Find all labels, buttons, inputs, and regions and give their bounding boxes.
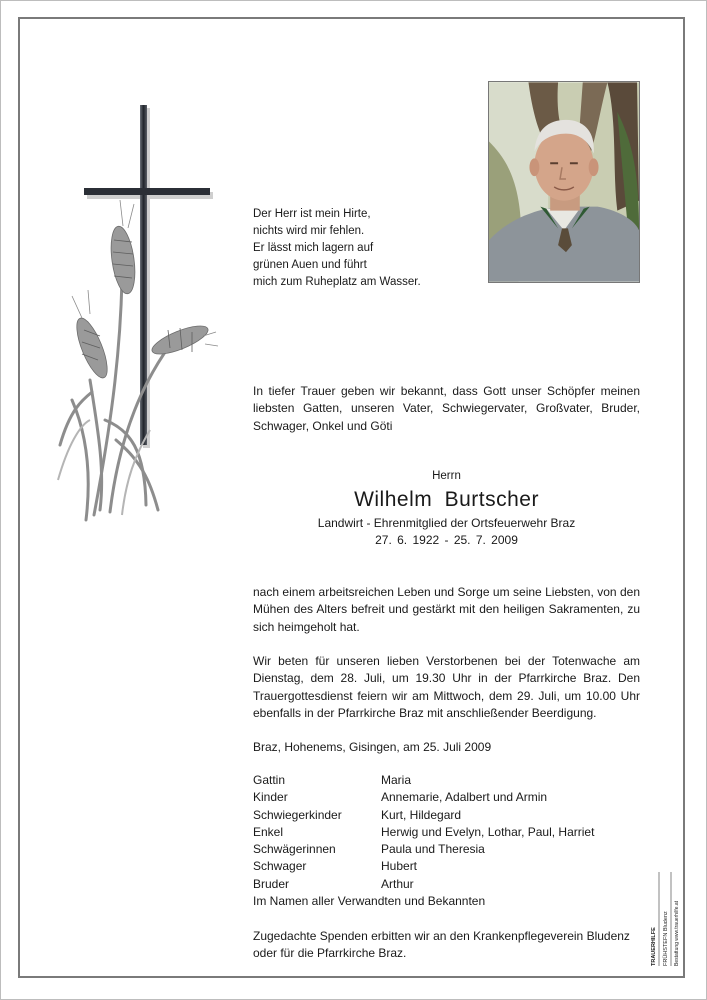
relative-label: Schwägerinnen — [253, 842, 336, 857]
portrait-photo — [488, 81, 640, 283]
relative-row — [253, 772, 643, 789]
cross-wheat-icon — [50, 100, 220, 530]
relatives-list — [253, 772, 643, 910]
salutation: Herrn — [432, 470, 461, 482]
announcement-text: In tiefer Trauer geben wir bekannt, dass Gott unser Schöpfer meinen liebsten Gatten, unseren Vater, Schwiegervater, Großvater, Bruder, Schwager, Onkel und Göti — [253, 384, 640, 433]
relative-row — [253, 789, 643, 806]
funeral-home-logo — [647, 870, 681, 970]
relative-label: Bruder — [253, 876, 290, 891]
service-text: Wir beten für unseren lieben Verstorbenen bei der Totenwache am Dienstag, dem 28. Juli, um 19.30 Uhr in der Pfarrkirche Braz. Den Trauergottesdienst feiern wir am Mittwoch, dem 29. Juli, um 10.00 Uhr ebenfalls in der Pfarrkirche Braz mit anschließender Beerdigung. — [253, 654, 640, 720]
relative-names: Hubert — [381, 859, 418, 874]
life-dates: 27. 6. 1922 - 25. 7. 2009 — [375, 533, 518, 547]
relative-label: Schwager — [253, 859, 307, 874]
psalm-quote — [253, 206, 473, 291]
psalm-line: Der Herr ist mein Hirte, — [253, 208, 371, 220]
relative-row — [253, 858, 643, 875]
relative-names: Paula und Theresia — [381, 842, 485, 857]
relative-names: Kurt, Hildegard — [381, 807, 462, 822]
place-date: Braz, Hohenems, Gisingen, am 25. Juli 2009 — [253, 740, 492, 754]
relative-label: Gattin — [253, 773, 286, 787]
life-text: nach einem arbeitsreichen Leben und Sorge um seine Liebsten, von den Mühen des Alters befreit und gestärkt mit den heiligen Sakramenten, zu sich heimgeholt hat. — [253, 585, 640, 634]
deceased-role: Landwirt - Ehrenmitglied der Ortsfeuerwehr Braz — [317, 516, 576, 530]
psalm-line: grünen Auen und führt — [253, 259, 367, 271]
deceased-name: Wilhelm Burtscher — [354, 488, 539, 511]
relative-row — [253, 807, 643, 824]
relative-names: Herwig und Evelyn, Lothar, Paul, Harriet — [381, 824, 595, 839]
relative-row — [253, 841, 643, 858]
relative-names: Maria — [381, 773, 412, 787]
donation-text: Zugedachte Spenden erbitten wir an den Krankenpflegeverein Bludenz oder für die Pfarrkirche Braz. — [253, 929, 630, 961]
relative-label: Kinder — [253, 790, 288, 805]
relative-label: Schwiegerkinder — [253, 807, 342, 822]
stamp-line1: TRAUERHILFE — [651, 927, 657, 966]
relative-names: Annemarie, Adalbert und Armin — [381, 790, 548, 805]
relative-row — [253, 876, 643, 893]
relative-label: Enkel — [253, 824, 284, 839]
psalm-line: nichts wird mir fehlen. — [253, 225, 365, 237]
stamp-line3: Bestattung www.trauerhilfe.at — [674, 900, 680, 966]
relative-row — [253, 824, 643, 841]
psalm-line: Er lässt mich lagern auf — [253, 242, 374, 254]
relatives-footer: Im Namen aller Verwandten und Bekannten — [253, 894, 486, 909]
stamp-line2: FRÜHSTEFN Bludenz — [663, 911, 669, 966]
psalm-line: mich zum Ruheplatz am Wasser. — [253, 276, 421, 288]
relative-names: Arthur — [381, 876, 414, 891]
